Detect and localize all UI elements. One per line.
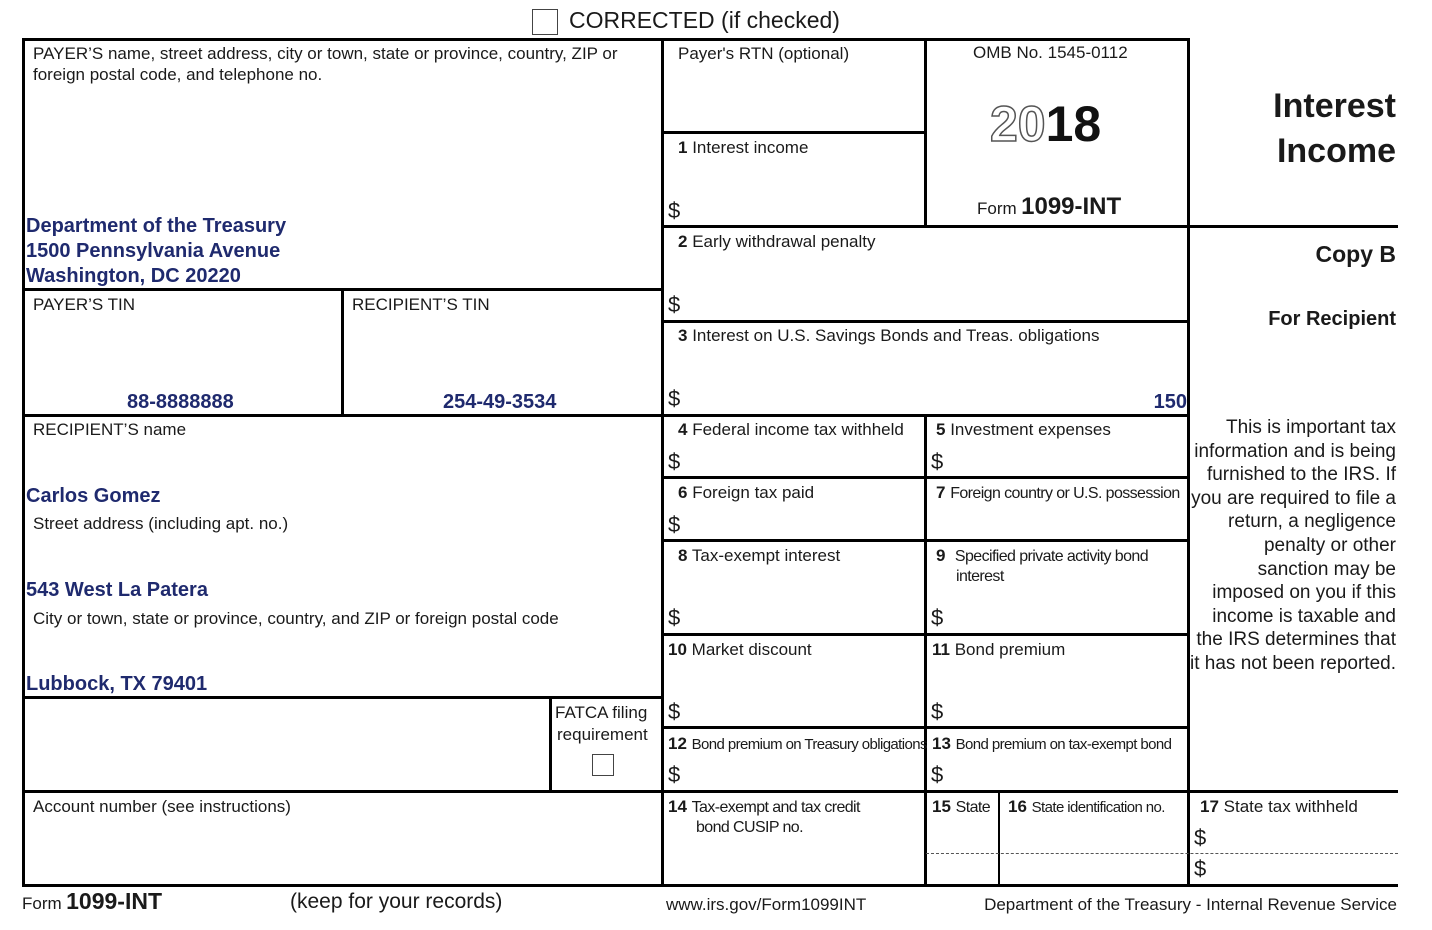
footer-form-id (22, 888, 162, 918)
form-name: 1099-INT (1021, 193, 1122, 220)
box8-dollar: $ (668, 605, 681, 630)
box11-label (932, 639, 1065, 660)
box9-text-2: interest (956, 568, 1004, 585)
account-number-label: Account number (see instructions) (33, 797, 291, 816)
fatca-label-2: requirement (557, 725, 648, 744)
box10-text: Market discount (691, 640, 812, 659)
form-prefix: Form (977, 199, 1017, 218)
box13-dollar: $ (931, 762, 944, 787)
box15-label (932, 796, 990, 818)
box8-label (678, 545, 840, 566)
fatca-label-1: FATCA filing (555, 703, 648, 722)
box6-number: 6 (678, 483, 688, 502)
box16-text: State identification no. (1031, 799, 1165, 816)
form-id (977, 193, 1121, 224)
box4-label (678, 419, 904, 440)
recipient-street-label: Street address (including apt. no.) (33, 514, 289, 533)
box10-dollar: $ (668, 699, 681, 724)
box14-text-1: Tax-exempt and tax credit (691, 799, 860, 816)
tax-year-bold: 18 (1045, 96, 1102, 152)
box11-number: 11 (932, 640, 950, 659)
box15-text: State (955, 799, 991, 816)
box17-text: State tax withheld (1223, 797, 1358, 816)
box9-text-1: Specified private activity bond (954, 548, 1148, 565)
box4-text: Federal income tax withheld (692, 420, 904, 439)
box8-text: Tax-exempt interest (691, 546, 841, 565)
copy-b-label: Copy B (1315, 241, 1396, 267)
corrected-checkbox[interactable] (532, 9, 558, 35)
box7-number: 7 (936, 483, 946, 502)
box1-dollar: $ (668, 198, 681, 223)
box1-label (678, 137, 808, 158)
box7-label (936, 482, 1180, 504)
box10-label (668, 639, 812, 660)
box16-number: 16 (1008, 797, 1027, 816)
box1-input[interactable] (688, 196, 918, 222)
box11-dollar: $ (931, 699, 944, 724)
box12-dollar: $ (668, 762, 681, 787)
payer-tin-value: 88-8888888 (127, 391, 234, 413)
box3-label (678, 325, 1100, 346)
box5-number: 5 (936, 420, 946, 439)
box13-number: 13 (932, 734, 951, 753)
box3-dollar: $ (668, 386, 681, 411)
box1-text: Interest income (692, 138, 809, 157)
box17-label (1200, 796, 1358, 817)
box4-dollar: $ (668, 449, 681, 474)
payer-rtn-label: Payer's RTN (optional) (678, 44, 850, 63)
recipient-street: 543 West La Patera (26, 579, 208, 601)
recipient-name: Carlos Gomez (26, 485, 161, 507)
box14-number: 14 (668, 797, 687, 816)
box7-text: Foreign country or U.S. possession (950, 485, 1180, 502)
box17-number: 17 (1200, 797, 1219, 816)
box9-dollar: $ (931, 605, 944, 630)
payer-city: Washington, DC 20220 (26, 265, 241, 287)
box14-text-2: bond CUSIP no. (696, 819, 803, 836)
form-title-line2: Income (1276, 132, 1396, 170)
box11-text: Bond premium (954, 640, 1066, 659)
box3-number: 3 (678, 326, 688, 345)
box5-text: Investment expenses (950, 420, 1111, 439)
box17-dollar-1: $ (1194, 825, 1207, 850)
footer-form-prefix: Form (22, 894, 62, 913)
box3-text: Interest on U.S. Savings Bonds and Treas. obligations (692, 326, 1100, 345)
footer-department: Department of the Treasury - Internal Revenue Service (984, 895, 1397, 914)
box2-text: Early withdrawal penalty (692, 232, 876, 251)
box9-number: 9 (936, 546, 946, 565)
box8-number: 8 (678, 546, 688, 565)
payer-name: Department of the Treasury (26, 215, 287, 237)
box16-label (1008, 796, 1165, 818)
tax-year (990, 96, 1101, 152)
recipient-name-label: RECIPIENT’S name (33, 420, 187, 439)
box2-input[interactable] (688, 290, 1183, 316)
box6-dollar: $ (668, 512, 681, 537)
box6-label (678, 482, 814, 503)
for-recipient-label: For Recipient (1268, 308, 1396, 330)
footer-form-name: 1099-INT (66, 888, 162, 914)
box10-number: 10 (668, 640, 687, 659)
recipient-city-label: City or town, state or province, country, and ZIP or foreign postal code (33, 609, 559, 628)
box5-dollar: $ (931, 449, 944, 474)
box6-text: Foreign tax paid (692, 483, 815, 502)
box3-value[interactable]: 150 (1153, 391, 1187, 413)
box12-text: Bond premium on Treasury obligations (691, 736, 927, 753)
payer-label: PAYER’S name, street address, city or town, state or province, country, ZIP or foreign postal code, and telephone no. (33, 44, 618, 84)
box17-dollar-2: $ (1194, 856, 1207, 881)
recipient-city: Lubbock, TX 79401 (26, 673, 208, 695)
box13-label (932, 733, 1171, 755)
recipient-tin-value: 254-49-3534 (443, 391, 557, 413)
box2-number: 2 (678, 232, 688, 251)
footer-keep-note: (keep for your records) (290, 890, 503, 913)
corrected-label: CORRECTED (if checked) (569, 7, 840, 33)
box13-text: Bond premium on tax-exempt bond (955, 736, 1172, 753)
recipient-notice: This is important tax information and is being furnished to the IRS. If you are required to file a return, a negligence penalty or other sanction may be imposed on you if this income is taxable and the IRS determines that it has not been reported. (1190, 417, 1396, 674)
box12-label (668, 733, 927, 755)
form-title-line1: Interest (1273, 87, 1396, 125)
box5-label (936, 419, 1111, 440)
box2-label (678, 231, 876, 252)
omb-number: OMB No. 1545-0112 (973, 43, 1128, 62)
box2-dollar: $ (668, 292, 681, 317)
recipient-tin-label: RECIPIENT’S TIN (352, 295, 490, 314)
box12-number: 12 (668, 734, 687, 753)
box14-label (668, 796, 860, 818)
box4-number: 4 (678, 420, 688, 439)
footer-url[interactable]: www.irs.gov/Form1099INT (666, 895, 867, 914)
box1-number: 1 (678, 138, 688, 157)
box9-label (936, 545, 1148, 567)
payer-street: 1500 Pennsylvania Avenue (26, 240, 281, 262)
fatca-checkbox[interactable] (592, 754, 614, 776)
tax-year-outline: 20 (990, 96, 1046, 152)
payer-tin-label: PAYER’S TIN (33, 295, 136, 314)
box15-number: 15 (932, 797, 951, 816)
